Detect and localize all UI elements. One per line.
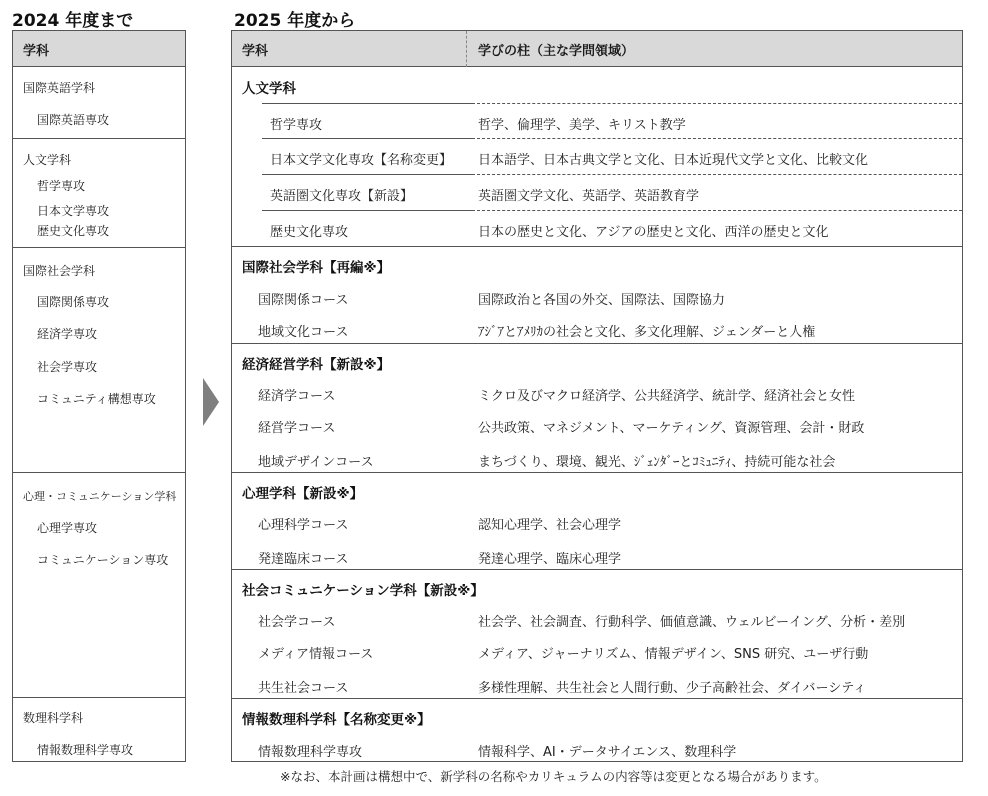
new-course-name: 共生社会コース	[258, 681, 349, 696]
new-dept-name: 情報数理科学科【名称変更※】	[242, 712, 431, 728]
new-major-name: 哲学専攻	[270, 118, 323, 133]
old-group-divider	[13, 472, 185, 473]
old-major-name: 心理学専攻	[37, 521, 98, 535]
footnote: ※なお、本計画は構想中で、新学科の名称やカリキュラムの内容等は変更となる場合があります。	[280, 769, 827, 784]
new-course-name: 社会学コース	[258, 615, 336, 630]
old-major-name: 歴史文化専攻	[37, 224, 110, 238]
old-department-table	[12, 30, 186, 762]
left-column-title: 2024 年度まで	[12, 11, 134, 31]
old-group-divider	[13, 138, 185, 139]
new-course-name: 経済学コース	[258, 389, 336, 404]
new-major-name: 日本文学文化専攻【名称変更】	[270, 153, 453, 168]
new-course-pillars: 多様性理解、共生社会と人間行動、少子高齢社会、ダイバーシティ	[478, 681, 867, 696]
old-major-name: コミュニケーション専攻	[37, 553, 169, 567]
old-major-name: 日本文学専攻	[37, 204, 110, 218]
new-course-pillars: 公共政策、マネジメント、マーケティング、資源管理、会計・財政	[478, 421, 865, 436]
new-major-name: 歴史文化専攻	[270, 225, 349, 240]
new-department-table	[231, 30, 963, 762]
sub-divider-dashed	[472, 210, 962, 211]
old-major-name: コミュニティ構想専攻	[37, 392, 156, 406]
old-dept-name: 人文学科	[23, 153, 72, 167]
new-major-pillars: 日本の歴史と文化、アジアの歴史と文化、西洋の歴史と文化	[478, 225, 829, 240]
new-course-name: 心理科学コース	[258, 518, 349, 533]
sub-divider-left	[262, 103, 472, 104]
old-table-header	[13, 31, 185, 67]
new-course-name: 地域文化コース	[258, 325, 349, 340]
new-dept-name: 経済経営学科【新設※】	[242, 357, 391, 373]
new-course-name: 地域デザインコース	[258, 455, 374, 470]
sub-divider-left	[262, 138, 472, 139]
old-major-name: 社会学専攻	[37, 360, 98, 374]
new-course-pillars: メディア、ジャーナリズム、情報デザイン、SNS 研究、ユーザ行動	[478, 647, 869, 662]
new-course-pillars: ミクロ及びマクロ経済学、公共経済学、統計学、経済社会と女性	[478, 389, 856, 404]
new-table-header-dept: 学科	[242, 44, 269, 59]
new-major-pillars: 哲学、倫理学、美学、キリスト教学	[478, 118, 686, 133]
header-column-divider	[466, 31, 467, 67]
new-major-name: 英語圏文化専攻【新設】	[270, 189, 414, 204]
old-dept-name: 数理科学科	[23, 711, 84, 725]
old-group-divider	[13, 697, 185, 698]
sub-divider-dashed	[472, 138, 962, 139]
new-dept-name: 人文学科	[242, 81, 296, 97]
new-major-pillars: 日本語学、日本古典文学と文化、日本近現代文学と文化、比較文化	[478, 153, 869, 168]
new-course-pillars: 社会学、社会調査、行動科学、価値意識、ウェルビーイング、分析・差別	[478, 615, 906, 630]
new-dept-name: 国際社会学科【再編※】	[242, 260, 391, 276]
new-course-name: 国際関係コース	[258, 293, 349, 308]
transition-arrow-icon	[203, 378, 219, 426]
sub-divider-dashed	[472, 103, 962, 104]
new-course-name: 経営学コース	[258, 421, 336, 436]
new-course-name: メディア情報コース	[258, 647, 374, 662]
new-major-pillars: 英語圏文学文化、英語学、英語教育学	[478, 189, 700, 204]
group-divider	[232, 698, 962, 699]
old-dept-name: 国際英語学科	[23, 81, 96, 95]
old-major-name: 哲学専攻	[37, 179, 86, 193]
new-dept-name: 心理学科【新設※】	[242, 486, 364, 502]
new-course-pillars: 認知心理学、社会心理学	[478, 518, 622, 533]
old-dept-name: 国際社会学科	[23, 264, 96, 278]
new-course-pillars: 国際政治と各国の外交、国際法、国際協力	[478, 293, 726, 308]
new-table-header-pillars: 学びの柱（主な学問領域）	[478, 44, 635, 59]
old-major-name: 国際英語専攻	[37, 113, 110, 127]
sub-divider-left	[262, 210, 472, 211]
new-table-header	[232, 31, 962, 67]
old-major-name: 情報数理科学専攻	[37, 743, 134, 757]
group-divider	[232, 472, 962, 473]
right-column-title: 2025 年度から	[234, 11, 356, 31]
new-major-pillars: 情報科学、AI・データサイエンス、数理科学	[478, 745, 737, 760]
new-course-pillars: まちづくり、環境、観光、ｼﾞｪﾝﾀﾞｰとｺﾐｭﾆﾃｨ、持続可能な社会	[478, 455, 836, 470]
sub-divider-left	[262, 174, 472, 175]
old-major-name: 国際関係専攻	[37, 295, 110, 309]
new-major-name: 情報数理科学専攻	[258, 745, 363, 760]
old-major-name: 経済学専攻	[37, 327, 98, 341]
old-group-divider	[13, 247, 185, 248]
group-divider	[232, 343, 962, 344]
old-table-header-label: 学科	[23, 44, 50, 59]
new-dept-name: 社会コミュニケーション学科【新設※】	[242, 583, 484, 599]
new-course-name: 発達臨床コース	[258, 552, 349, 567]
group-divider	[232, 569, 962, 570]
old-dept-name: 心理・コミュニケーション学科	[23, 490, 177, 503]
group-divider	[232, 246, 962, 247]
new-course-pillars: 発達心理学、臨床心理学	[478, 552, 622, 567]
new-course-pillars: ｱｼﾞｱとｱﾒﾘｶの社会と文化、多文化理解、ジェンダーと人権	[478, 325, 816, 340]
sub-divider-dashed	[472, 174, 962, 175]
